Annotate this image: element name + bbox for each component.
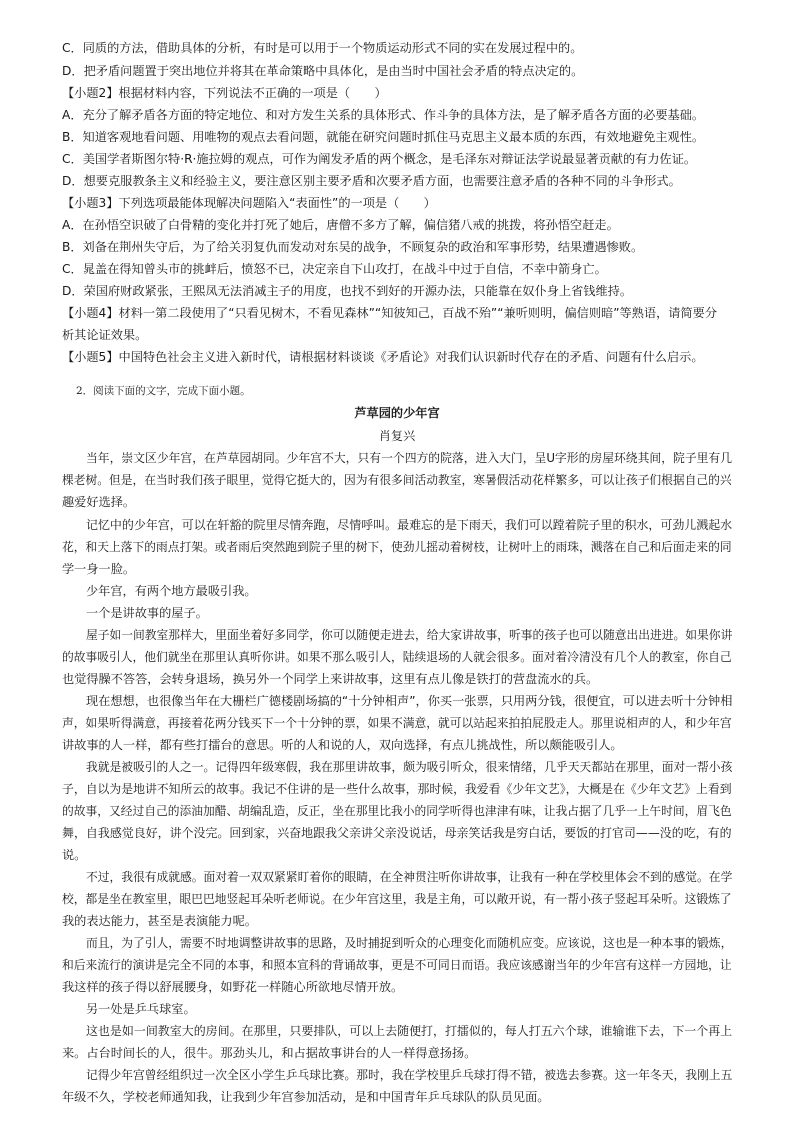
body-line: 现在想想，也很像当年在大栅栏广德楼剧场搞的“十分钟相声”，你买一张票，只用两分钱，很便宜，可以进去听十分钟相 [86,694,733,708]
body-line: 子，自以为是地讲不知所云的故事。我记不住讲的是一些什么故事，那时候，我爱看《少年文艺》，大概是在《少年文艺》上看到 [62,782,732,796]
body-line: 年级不久，学校老师通知我，让我到少年宫参加活动，是和中国青年乒乓球队的队员见面。 [62,1090,550,1104]
body-line: 屋子如一间教室那样大，里面坐着好多同学，你可以随便走进去，给大家讲故事，听事的孩子也可以随意出出进进。如果你讲 [86,628,733,642]
article-author: 肖复兴 [378,429,416,443]
body-line: 当年，崇文区少年宫，在芦草园胡同。少年宫不大，只有一个四方的院落，进入大门，呈U字形的房屋环绕其间，院子里有几 [86,451,733,465]
option-d-line: D．把矛盾问题置于突出地位并将其在革命策略中具体化，是由当时中国社会矛盾的特点决定的。 [62,64,584,78]
body-line: 讲故事的人一样，都有些打擂台的意思。听的人和说的人，双向选择，有点儿挑战性，所以颇能吸引人。 [62,738,623,752]
option-d-line: D．荣国府财政紧张，王熙凤无法消减主子的用度，也找不到好的开源办法，只能靠在奴仆身上省钱维持。 [62,284,633,298]
option-c-line: C．晁盖在得知曾头市的挑衅后，愤怒不已，决定亲自下山攻打，在战斗中过于自信，不幸中箭身亡。 [62,262,607,276]
option-d-line: D．想要克服教条主义和经验主义，要注意区别主要矛盾和次要矛盾方面，也需要注意矛盾的各种不同的斗争形式。 [62,174,681,188]
body-line: 校，都是坐在教室里，眼巴巴地竖起耳朵听老师说。在少年宫这里，我是主角，可以敞开说，有一帮小孩子竖起耳朵听。这锻炼了 [62,892,732,906]
body-line: 少年宫，有两个地方最吸引我。 [86,584,257,598]
article-title: 芦草园的少年宫 [354,406,440,420]
body-line: 我这样的孩子得以舒展腰身，如野花一样随心所欲地尽情开放。 [62,980,404,994]
subquestion-3: 【小题3】下列选项最能体现解决问题陷入“表面性”的一项是（ ） [62,196,436,210]
body-line: 棵老树。但是，在当时我们孩子眼里，觉得它挺大的，因为有很多间活动教室，寒暑假活动花样繁多，可以让孩子们根据自己的兴 [62,473,732,487]
body-line: 声，如果听得满意，再接着花两分钱买下一个十分钟的票，如果不满意，就可以站起来拍拍屁股走人。那里说相声的人，和少年宫 [62,716,732,730]
body-line: 我的表达能力，甚至是表演能力呢。 [62,914,257,928]
body-line: 也觉得臊不答答，会转身退场，换另外一个同学上来讲故事，这里有点儿像是铁打的营盘流水的兵。 [62,672,599,686]
option-b-line: B．知道客观地看问题、用唯物的观点去看问题，就能在研究问题时抓住马克思主义最本质的东西，有效地避免主观性。 [62,130,705,144]
option-c-line: C．美国学者斯图尔特·R·施拉姆的观点，可作为阐发矛盾的两个概念，是毛泽东对辩证法学说最显著贡献的有力佐证。 [62,152,697,166]
body-line: 来。占台时间长的人，很牛。那劲头儿，和占据故事讲台的人一样得意扬扬。 [62,1046,477,1060]
option-b-line: B．刘备在荆州失守后，为了给关羽复仇而发动对东吴的战争，不顾复杂的政治和军事形势，结果遭遇惨败。 [62,240,644,254]
option-c-line: C．同质的方法，借助具体的分析，有时是可以用于一个物质运动形式不同的实在发展过程中的。 [62,41,583,55]
body-line: 花，和天上落下的雨点打架。或者雨后突然跑到院子里的树下，使劲儿摇动着树枝，让树叶上的雨珠，溅落在自己和后面走来的同 [62,540,732,554]
section-heading: 2．阅读下面的文字，完成下面小题。 [76,385,251,397]
body-line: 另一处是乒乓球室。 [86,1002,196,1016]
body-line: 说。 [62,848,87,862]
subquestion-4: 【小题4】材料一第二段使用了“只看见树木，不看见森林”“知彼知己，百战不殆”“兼听则明，偏信则暗”等熟语，请简要分 [62,306,718,320]
option-a-line: A．在孙悟空识破了白骨精的变化并打死了她后，唐僧不多方了解，偏信猪八戒的挑拨，将孙悟空赶走。 [62,218,619,232]
body-line: 记得少年宫曾经组织过一次全区小学生乒乓球比赛。那时，我在学校里乒乓球打得不错，被选去参赛。这一年冬天，我刚上五 [86,1068,733,1082]
body-line: 记忆中的少年宫，可以在轩豁的院里尽情奔跑，尽情呼叫。最难忘的是下雨天，我们可以蹚着院子里的积水，可劲儿溅起水 [86,518,733,532]
subquestion-4-continued: 析其论证效果。 [62,328,148,342]
body-line: 的故事，又经过自己的添油加醋、胡编乱造，反正，坐在那里比我小的同学听得也津津有味，让我占据了几乎一上午时间，眉飞色 [62,804,732,818]
body-line: 的故事吸引人，他们就坐在那里认真听你讲。如果不那么吸引人，陆续退场的人就会很多。面对着冷清没有几个人的教室，你自己 [62,650,732,664]
body-line: 不过，我很有成就感。面对着一双双紧紧盯着你的眼睛，在全神贯注听你讲故事，让我有一种在学校里体会不到的感觉。在学 [86,870,733,884]
body-line: 我就是被吸引的人之一。记得四年级寒假，我在那里讲故事，颇为吸引听众，很来情绪，几乎天天都站在那里，面对一帮小孩 [86,760,733,774]
body-line: 这也是如一间教室大的房间。在那里，只要排队，可以上去随便打，打擂似的，每人打五六个球，谁输谁下去，下一个再上 [86,1024,733,1038]
body-line: 趣爱好选择。 [62,495,136,509]
body-line: 一个是讲故事的屋子。 [86,606,208,620]
body-line: 和后来流行的演讲是完全不同的本事，和照本宣科的背诵故事，更是不可同日而语。我应该感谢当年的少年宫有这样一方园地，让 [62,958,732,972]
body-line: 舞，自我感觉良好，讲个没完。回到家，兴奋地跟我父亲讲父亲没说话，母亲笑话我是穷白话，要饭的打官司——没的吃，有的 [62,826,732,840]
subquestion-2: 【小题2】根据材料内容，下列说法不正确的一项是（ ） [62,86,387,100]
option-a-line: A．充分了解矛盾各方面的特定地位、和对方发生关系的具体形式、作斗争的具体方法，是了解矛盾各方面的必要基础。 [62,108,705,122]
subquestion-5: 【小题5】中国特色社会主义进入新时代，请根据材料谈谈《矛盾论》对我们认识新时代存在的矛盾、问题有什么启示。 [62,350,704,364]
body-line: 而且，为了引人，需要不时地调整讲故事的思路，及时捕捉到听众的心理变化而随机应变。应该说，这也是一种本事的锻炼， [86,936,733,950]
body-line: 学一身一脸。 [62,562,136,576]
